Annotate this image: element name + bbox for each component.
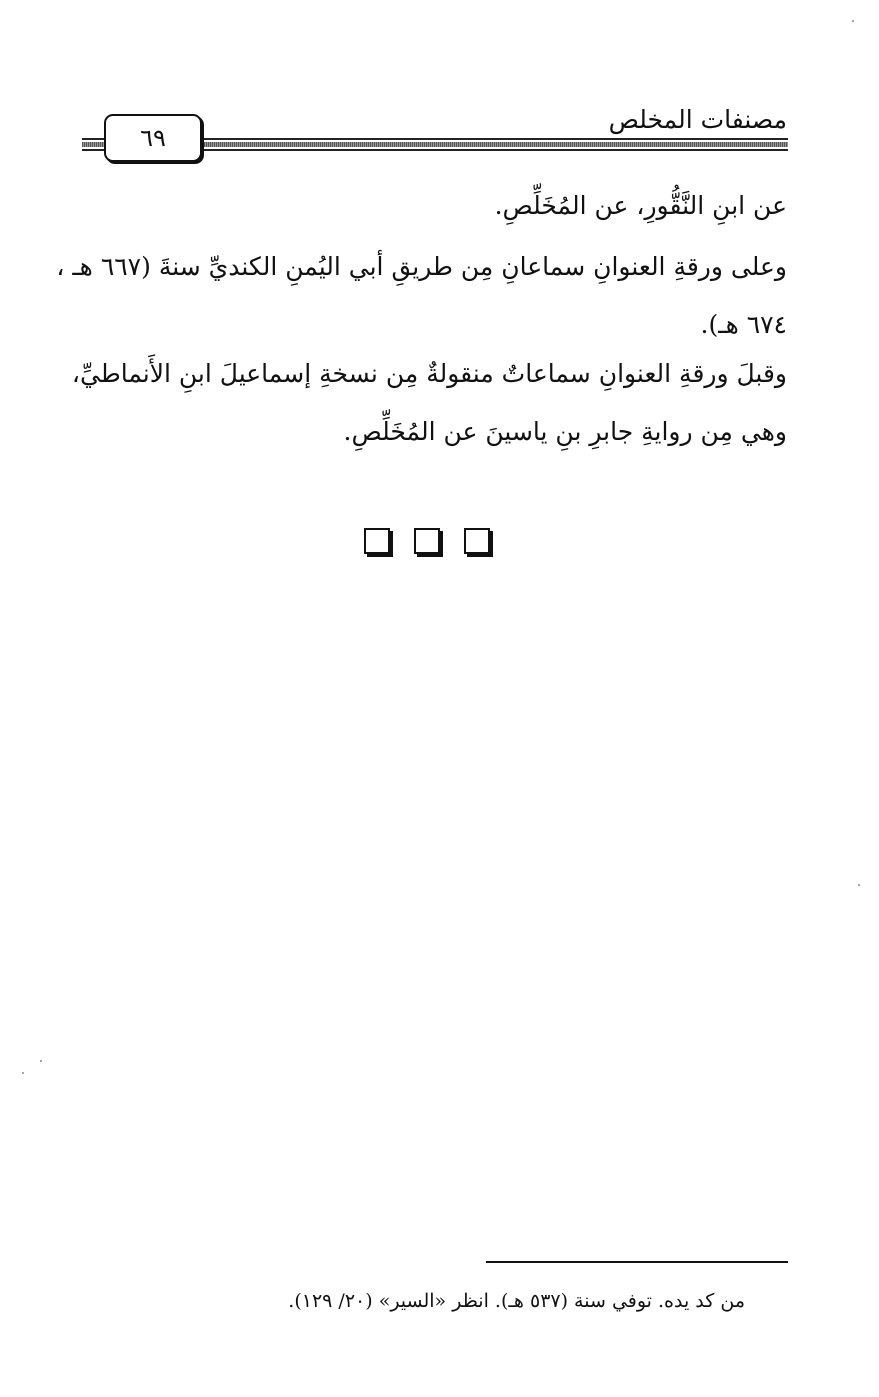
paragraph-1 — [495, 177, 787, 235]
page-number-frame — [104, 114, 202, 162]
scan-speck — [22, 1072, 24, 1074]
ornament-square-icon — [414, 528, 440, 554]
ornament-square-icon — [364, 528, 390, 554]
text-line: وهي مِن روايةِ جابرِ بنِ ياسينَ عن المُخَلِّصِ. — [343, 417, 787, 446]
running-title: مصنفات المخلص — [608, 105, 787, 134]
scan-speck — [40, 1060, 42, 1062]
footnote-separator — [486, 1261, 788, 1263]
paragraph-2 — [56, 238, 787, 354]
page-number: ٦٩ — [140, 124, 166, 152]
footnote: من كد يده. توفي سنة (٥٣٧ هـ). انظر «السير» (٢٠/ ١٢٩). — [288, 1290, 745, 1312]
paragraph-3 — [72, 345, 787, 461]
scan-speck — [852, 20, 854, 22]
text-line: عن ابنِ النَّقُّورِ، عن المُخَلِّصِ. — [494, 191, 787, 220]
text-line: ٦٧٤ هـ). — [700, 310, 787, 339]
text-line: وعلى ورقةِ العنوانِ سماعانِ مِن طريقِ أبي اليُمنِ الكنديِّ سنةَ (٦٦٧ هـ ، — [56, 252, 787, 281]
ornament-square-icon — [464, 528, 490, 554]
text-line: وقبلَ ورقةِ العنوانِ سماعاتٌ منقولةٌ مِن نسخةِ إسماعيلَ ابنِ الأَنماطيِّ، — [71, 359, 787, 388]
scan-speck — [858, 884, 860, 886]
section-break — [364, 528, 504, 558]
